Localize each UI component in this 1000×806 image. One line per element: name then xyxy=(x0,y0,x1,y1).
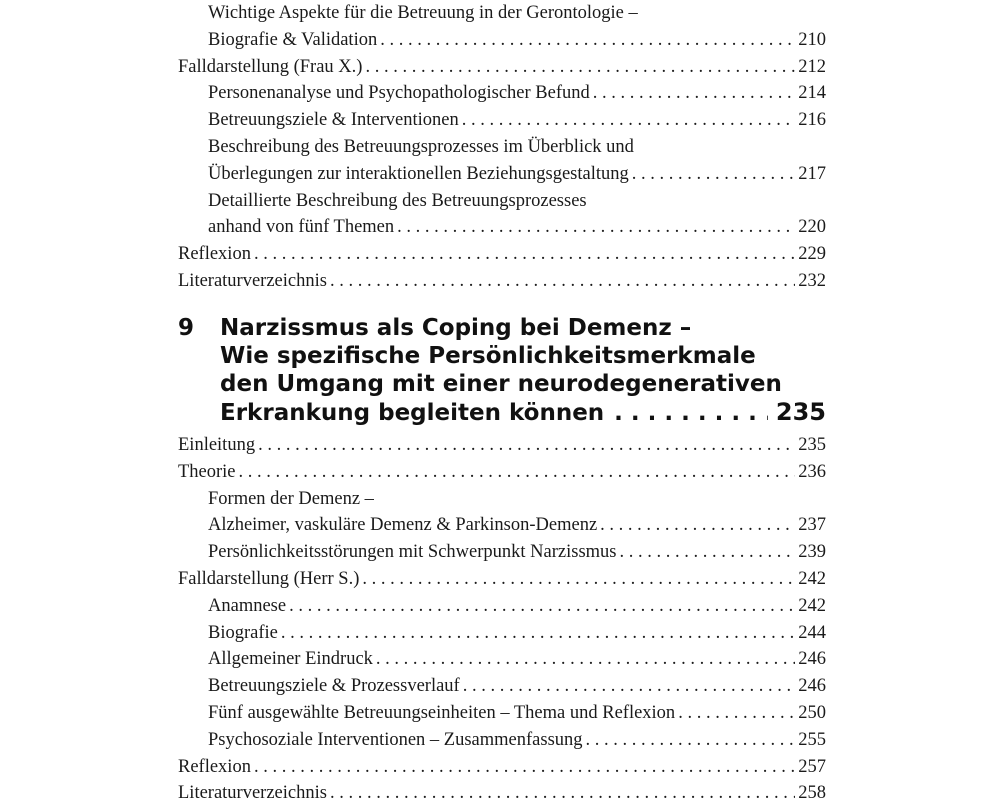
toc-entry-label: Alzheimer, vaskuläre Demenz & Parkinson-Demenz xyxy=(208,515,598,536)
toc-entry-label: Literaturverzeichnis xyxy=(178,271,327,291)
chapter-title-line: Narzissmus als Coping bei Demenz – xyxy=(220,315,692,341)
toc-entry-label: Betreuungsziele & Prozessverlauf xyxy=(208,676,460,697)
toc-entry-label: Theorie xyxy=(178,461,236,482)
dot-leader xyxy=(380,27,795,53)
toc-entry-page-number: 216 xyxy=(798,110,826,131)
dot-leader xyxy=(586,727,796,753)
toc-entry-page-number: 246 xyxy=(798,649,826,670)
toc-entry-label: Einleitung xyxy=(178,435,256,455)
toc-entry xyxy=(178,241,826,267)
toc-entry-label: Fünf ausgewählte Betreuungseinheiten – Thema und Reflexion xyxy=(208,703,676,723)
toc-entry-page-number: 232 xyxy=(798,271,826,291)
toc-entry-label: Literaturverzeichnis xyxy=(178,783,327,804)
toc-entry xyxy=(178,432,826,458)
dot-leader xyxy=(593,80,796,106)
chapter-page-number: 235 xyxy=(775,398,826,426)
dot-leader xyxy=(620,539,796,565)
toc-entry xyxy=(178,780,826,806)
toc-entry-page-number: 236 xyxy=(798,461,826,482)
dot-leader xyxy=(258,432,795,458)
dot-leader xyxy=(289,593,795,619)
toc-entry-label: Wichtige Aspekte für die Betreuung in der Gerontologie – xyxy=(208,3,638,23)
toc-entry xyxy=(178,459,826,485)
toc-entry xyxy=(208,214,826,240)
toc-entry-page-number: 210 xyxy=(798,29,826,50)
chapter-number: 9 xyxy=(178,315,195,341)
toc-entry-page-number: 239 xyxy=(798,542,826,563)
dot-leader xyxy=(254,754,795,780)
toc-entry-page-number: 229 xyxy=(798,244,826,265)
toc-entry-label: Biografie & Validation xyxy=(208,29,378,50)
toc-entry xyxy=(208,593,826,619)
toc-entry xyxy=(208,700,826,726)
toc-entry-label: Reflexion xyxy=(178,756,251,777)
toc-entry-page-number: 244 xyxy=(798,622,826,643)
toc-entry-page-number: 235 xyxy=(798,435,826,455)
dot-leader xyxy=(678,700,795,726)
chapter-title-line: Wie spezifische Persönlichkeitsmerkmale xyxy=(220,343,756,369)
toc-entry xyxy=(208,512,826,538)
toc-entry-page-number: 258 xyxy=(798,783,826,804)
dot-leader xyxy=(239,459,796,485)
dot-leader xyxy=(254,241,795,267)
dot-leader xyxy=(463,673,796,699)
chapter-title-line-last xyxy=(220,398,826,426)
toc-entry xyxy=(208,27,826,53)
toc-entry-label: Psychosoziale Interventionen – Zusammenfassung xyxy=(208,729,583,750)
toc-entry-page-number: 255 xyxy=(798,729,826,750)
toc-entry xyxy=(208,107,826,133)
toc-entry-page-number: 242 xyxy=(798,595,826,616)
dot-leader xyxy=(376,646,795,672)
toc-entry xyxy=(208,80,826,106)
toc-entry-label: Anamnese xyxy=(208,595,287,616)
toc-entry xyxy=(208,646,826,672)
toc-entry xyxy=(178,754,826,780)
toc-entry-page-number: 220 xyxy=(798,217,826,238)
dot-leader xyxy=(330,780,795,806)
toc-entry-label: Überlegungen zur interaktionellen Beziehungsgestaltung xyxy=(208,163,629,184)
toc-entry-page-number: 250 xyxy=(798,703,826,723)
toc-entry xyxy=(208,134,826,160)
dot-leader xyxy=(362,566,795,592)
toc-entry xyxy=(208,161,826,187)
dot-leader xyxy=(614,399,768,427)
toc-entry-label: Persönlichkeitsstörungen mit Schwerpunkt Narzissmus xyxy=(208,542,617,563)
dot-leader xyxy=(330,268,795,294)
toc-entry-label: Detaillierte Beschreibung des Betreuungsprozesses xyxy=(208,190,587,211)
dot-leader xyxy=(397,214,795,240)
toc-entry-label: Falldarstellung (Frau X.) xyxy=(178,56,363,77)
toc-entry-label: Allgemeiner Eindruck xyxy=(208,649,373,670)
toc-entry xyxy=(208,188,826,214)
toc-entry-label: Formen der Demenz – xyxy=(208,488,374,509)
toc-entry-label: anhand von fünf Themen xyxy=(208,217,395,238)
toc-entry xyxy=(208,727,826,753)
dot-leader xyxy=(462,107,796,133)
toc-entry-label: Falldarstellung (Herr S.) xyxy=(178,569,360,589)
toc-entry xyxy=(208,486,826,512)
dot-leader xyxy=(632,161,796,187)
toc-entry-page-number: 217 xyxy=(798,163,826,184)
toc-entry-label: Biografie xyxy=(208,622,278,643)
toc-entry-label: Personenanalyse und Psychopathologischer Befund xyxy=(208,83,590,104)
toc-entry-page-number: 212 xyxy=(798,56,826,77)
chapter-title-text: Erkrankung begleiten können xyxy=(220,400,605,426)
toc-entry xyxy=(178,268,826,294)
toc-entry xyxy=(208,539,826,565)
chapter-title-line: den Umgang mit einer neurodegenerativen xyxy=(220,371,782,397)
toc-entry xyxy=(208,673,826,699)
toc-entry xyxy=(178,566,826,592)
toc-entry-page-number: 237 xyxy=(798,515,826,536)
toc-entry-label: Beschreibung des Betreuungsprozesses im Überblick und xyxy=(208,137,634,157)
toc-entry-page-number: 214 xyxy=(798,83,826,104)
toc-entry-label: Reflexion xyxy=(178,244,251,265)
dot-leader xyxy=(281,620,795,646)
toc-entry-label: Betreuungsziele & Interventionen xyxy=(208,110,459,131)
toc-entry xyxy=(178,54,826,80)
toc-entry-page-number: 246 xyxy=(798,676,826,697)
toc-entry-page-number: 242 xyxy=(798,569,826,589)
toc-entry xyxy=(208,0,826,26)
dot-leader xyxy=(600,512,795,538)
dot-leader xyxy=(365,54,795,80)
toc-entry xyxy=(208,620,826,646)
toc-entry-page-number: 257 xyxy=(798,756,826,777)
